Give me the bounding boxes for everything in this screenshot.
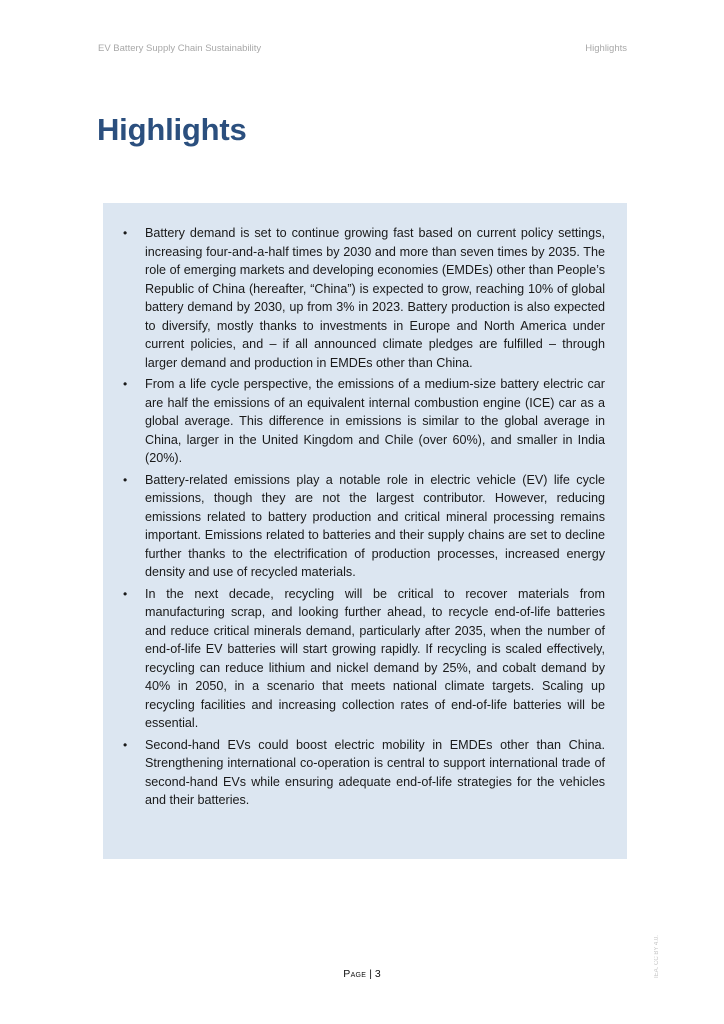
license-mark: IEA. CC BY 4.0. xyxy=(654,935,660,978)
bullet-icon: • xyxy=(123,737,128,752)
page-separator: | xyxy=(369,968,372,980)
highlight-item xyxy=(123,736,605,810)
highlights-box xyxy=(103,203,627,859)
highlight-text: Battery-related emissions play a notable role in electric vehicle (EV) life cycle emissions, though they are not the largest contributor. However, reducing emissions related to battery production and critical mineral processing remains important. Emissions related to batteries and their supply chains are set to decline further thanks to the electrification of production processes, increased energy density and use of recycled materials. xyxy=(145,472,605,579)
bullet-icon: • xyxy=(123,472,128,487)
running-header xyxy=(98,43,627,54)
highlight-item xyxy=(123,471,605,582)
report-title: EV Battery Supply Chain Sustainability xyxy=(98,43,262,54)
bullet-icon: • xyxy=(123,226,128,240)
highlight-text: In the next decade, recycling will be critical to recover materials from manufacturing scrap, and looking further ahead, to recycle end-of-life batteries and reduce critical minerals demand, particularly after 2035, when the number of end-of-life EV batteries will start growing rapidly. If recycling is scaled effectively, recycling can reduce lithium and nickel demand by 25%, and cobalt demand by 40% in 2050, in a scenario that meets national climate targets. Scaling up recycling facilities and increasing collection rates of end-of-life batteries will be essential. xyxy=(145,586,605,730)
highlight-item xyxy=(123,224,605,372)
highlights-list xyxy=(123,224,605,810)
highlight-text: Battery demand is set to continue growing fast based on current policy settings, increasing four-and-a-half times by 2030 and more than seven times by 2035. The role of emerging markets and developing economies (EMDEs) other than People’s Republic of China (hereafter, “China”) is expected to grow, reaching 10% of global battery demand by 2030, up from 3% in 2023. Battery production is also expected to diversify, mostly thanks to investments in Europe and North America under current policies, and – if all announced climate pledges are fulfilled – through larger demand and production in EMDEs other than China. xyxy=(145,226,605,370)
page-number: 3 xyxy=(374,968,381,980)
page-label: Page xyxy=(343,968,367,980)
highlight-item xyxy=(123,375,605,468)
highlight-item xyxy=(123,585,605,733)
highlight-text: Second-hand EVs could boost electric mobility in EMDEs other than China. Strengthening international co-operation is central to support international trade of second-hand EVs while ensuring adequate end-of-life strategies for the vehicles and their batteries. xyxy=(145,737,605,807)
bullet-icon: • xyxy=(123,586,128,601)
page-title: Highlights xyxy=(97,112,247,147)
highlight-text: From a life cycle perspective, the emissions of a medium-size battery electric car are half the emissions of an equivalent internal combustion engine (ICE) car as a global average. This difference in emissions is similar to the global average in China, larger in the United Kingdom and Chile (over 60%), and smaller in India (20%). xyxy=(145,377,605,465)
bullet-icon: • xyxy=(123,377,128,391)
section-name: Highlights xyxy=(585,43,627,54)
page-footer xyxy=(0,968,724,980)
